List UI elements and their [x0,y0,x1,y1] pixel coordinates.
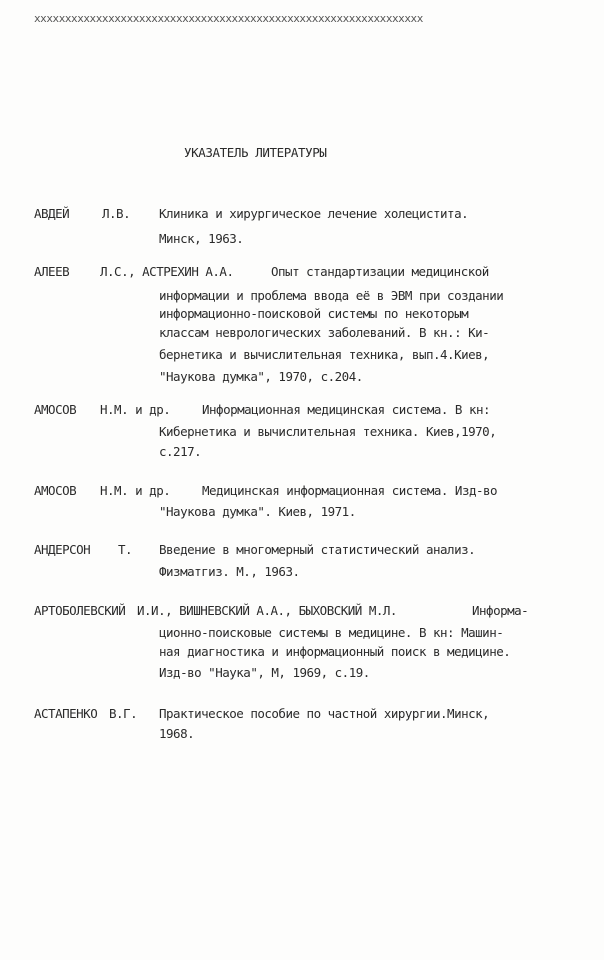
entry-text-line: Физматгиз. М., 1963. [159,564,300,579]
entry-text-line: бернетика и вычислительная техника, вып.4.Киев, [159,347,490,362]
entry-text-line: Изд-во "Наука", М, 1969, с.19. [159,665,370,680]
entry-author: АМОСОВ [34,483,77,498]
entry-text-line: Введение в многомерный статистический анализ. [159,542,476,557]
entry-initials: Л.В. [102,206,131,221]
entry-author: АЛЕЕВ [34,264,70,279]
entry-author: АНДЕРСОН [34,542,91,557]
entry-initials: И.И., ВИШНЕВСКИЙ А.А., БЫХОВСКИЙ М.Л. [137,603,397,618]
entry-text-line: классам неврологических заболеваний. В кн.: Ки- [159,325,490,340]
entry-text-line: "Наукова думка", 1970, с.204. [159,369,363,384]
entry-text-line: "Наукова думка". Киев, 1971. [159,504,356,519]
header-rule: xxxxxxxxxxxxxxxxxxxxxxxxxxxxxxxxxxxxxxxxxxxxxxxxxxxxxxxxxxxxxxx [34,12,423,25]
entry-text-line: Минск, 1963. [159,231,244,246]
entry-text-line: с.217. [159,444,202,459]
entry-author: АРТОБОЛЕВСКИЙ [34,603,126,618]
entry-text-line: ная диагностика и информационный поиск в медицине. [159,644,511,659]
entry-initials: Н.М. и др. [100,402,171,417]
entry-initials: В.Г. [109,706,138,721]
entry-initials: Н.М. и др. [100,483,171,498]
entry-author: АМОСОВ [34,402,77,417]
entry-text-line: Клиника и хирургическое лечение холецистита. [159,206,469,221]
entry-text-line: Медицинская информационная система. Изд-во [202,483,498,498]
entry-text-line: Практическое пособие по частной хирургии.Минск, [159,706,490,721]
entry-text-line: 1968. [159,726,195,741]
entry-text-line: информации и проблема ввода её в ЭВМ при создании [159,288,504,303]
entry-text-line: Опыт стандартизации медицинской [271,264,489,279]
entry-text-line: Информационная медицинская система. В кн: [202,402,491,417]
entry-initials: Л.С., АСТРЕХИН А.А. [100,264,234,279]
entry-text-line: ционно-поисковые системы в медицине. В кн: Машин- [159,625,504,640]
page-title: УКАЗАТЕЛЬ ЛИТЕРАТУРЫ [184,145,327,160]
entry-text-line: Кибернетика и вычислительная техника. Киев,1970, [159,424,497,439]
entry-initials: Т. [118,542,133,557]
entry-text-line: Информа- [472,603,529,618]
entry-author: АВДЕЙ [34,206,70,221]
entry-author: АСТАПЕНКО [34,706,98,721]
entry-text-line: информационно-поисковой системы по некоторым [159,306,469,321]
